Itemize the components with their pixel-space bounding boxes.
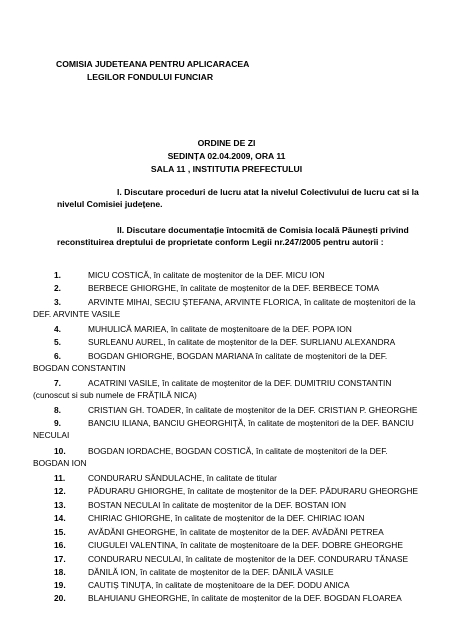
item-number: 9.: [54, 418, 61, 428]
item-number: 2.: [54, 283, 61, 293]
item-text: ARVINTE MIHAI, SECIU ȘTEFANA, ARVINTE FLORICA, în calitate de moștenitori de la: [88, 297, 416, 307]
item-text: CAUTIȘ TINUȚA, în calitate de moștenitoare de la DEF. DODU ANICA: [88, 580, 350, 590]
item-text: PĂDURARU GHIORGHE, în calitate de moștenitor de la DEF. PĂDURARU GHEORGHE: [88, 486, 418, 496]
item-number: 7.: [54, 378, 61, 388]
point-2-line-1: II. Discutare documentație întocmită de Comisia locală Păunești privind: [117, 225, 409, 235]
item-number: 15.: [54, 527, 66, 537]
point-1-line-1: I. Discutare proceduri de lucru atat la nivelul Colectivului de lucru cat si la: [117, 187, 419, 197]
item-text: BOSTAN NECULAI în calitate de moștenitor de la DEF. BOSTAN ION: [88, 500, 347, 510]
item-number: 20.: [54, 593, 66, 603]
header-line-2: LEGILOR FONDULUI FUNCIAR: [87, 72, 214, 82]
point-1: [57, 186, 419, 210]
agenda-room: SALA 11 , INSTITUTIA PREFECTULUI: [150, 164, 303, 174]
item-text: CRISTIAN GH. TOADER, în calitate de moștenitor de la DEF. CRISTIAN P. GHEORGHE: [88, 405, 418, 415]
item-continuation: DEF. ARVINTE VASILE: [33, 309, 121, 319]
item-text: SURLEANU AUREL, în calitate de moștenitor de la DEF. SURLIANU ALEXANDRA: [88, 337, 396, 347]
item-number: 13.: [54, 500, 66, 510]
item-text: CONDURARU SĂNDULACHE, în calitate de titular: [88, 473, 277, 483]
header-line-1: COMISIA JUDETEANA PENTRU APLICARACEA: [56, 59, 250, 69]
item-number: 6.: [54, 351, 61, 361]
item-number: 11.: [54, 473, 66, 483]
item-number: 10.: [54, 446, 66, 456]
item-number: 17.: [54, 554, 66, 564]
item-text: DĂNILĂ ION, în calitate de moștenitor de la DEF. DĂNILĂ VASILE: [88, 567, 334, 577]
item-text: ACATRINI VASILE, în calitate de moștenitor de la DEF. DUMITRIU CONSTANTIN: [88, 378, 392, 388]
point-2: [57, 224, 409, 248]
item-number: 12.: [54, 486, 66, 496]
item-text: BOGDAN IORDACHE, BOGDAN COSTICĂ, în calitate de moștenitori de la DEF.: [88, 446, 388, 456]
item-continuation: NECULAI: [33, 430, 70, 440]
item-text: BANCIU ILIANA, BANCIU GHEORGHIȚĂ, în calitate de moștenitori de la DEF. BANCIU: [88, 418, 414, 428]
item-number: 8.: [54, 405, 61, 415]
item-number: 4.: [54, 324, 61, 334]
item-continuation: BOGDAN ION: [33, 458, 87, 468]
point-1-line-2: nivelul Comisiei județene.: [57, 199, 163, 209]
item-text: BLAHUIANU GHEORGHE, în calitate de moștenitor de la DEF. BOGDAN FLOAREA: [88, 593, 402, 603]
item-number: 3.: [54, 297, 61, 307]
item-text: CONDURARU NECULAI, în calitate de moștenitor de la DEF. CONDURARU TĂNASE: [88, 554, 409, 564]
item-number: 19.: [54, 580, 66, 590]
item-text: CHIRIAC GHIORGHE, în calitate de moștenitor de la DEF. CHIRIAC IOAN: [88, 513, 365, 523]
item-continuation: (cunoscut si sub numele de FRĂȚILĂ NICA): [33, 390, 197, 400]
agenda-session: SEDINȚA 02.04.2009, ORA 11: [167, 151, 286, 161]
item-text: MUHULICĂ MARIEA, în calitate de moștenitoare de la DEF. POPA ION: [88, 324, 352, 334]
item-text: MICU COSTICĂ, în calitate de moștenitor de la DEF. MICU ION: [88, 270, 325, 280]
item-text: AVĂDĂNI GHEORGHE, în calitate de moștenitor de la DEF. AVĂDĂNI PETREA: [88, 527, 384, 537]
agenda-title: ORDINE DE ZI: [197, 138, 256, 148]
item-number: 1.: [54, 270, 61, 280]
item-number: 5.: [54, 337, 61, 347]
item-text: CIUGULEI VALENTINA, în calitate de moștenitoare de la DEF. DOBRE GHEORGHE: [88, 540, 403, 550]
point-2-line-2: reconstituirea dreptului de proprietate conform Legii nr.247/2005 pentru autorii :: [57, 237, 384, 247]
item-text: BERBECE GHIORGHE, în calitate de moștenitor de la DEF. BERBECE TOMA: [88, 283, 380, 293]
item-text: BOGDAN GHIORGHE, BOGDAN MARIANA în calitate de moștenitori de la DEF.: [88, 351, 388, 361]
item-number: 14.: [54, 513, 66, 523]
item-number: 18.: [54, 567, 66, 577]
item-continuation: BOGDAN CONSTANTIN: [33, 363, 126, 373]
item-number: 16.: [54, 540, 66, 550]
